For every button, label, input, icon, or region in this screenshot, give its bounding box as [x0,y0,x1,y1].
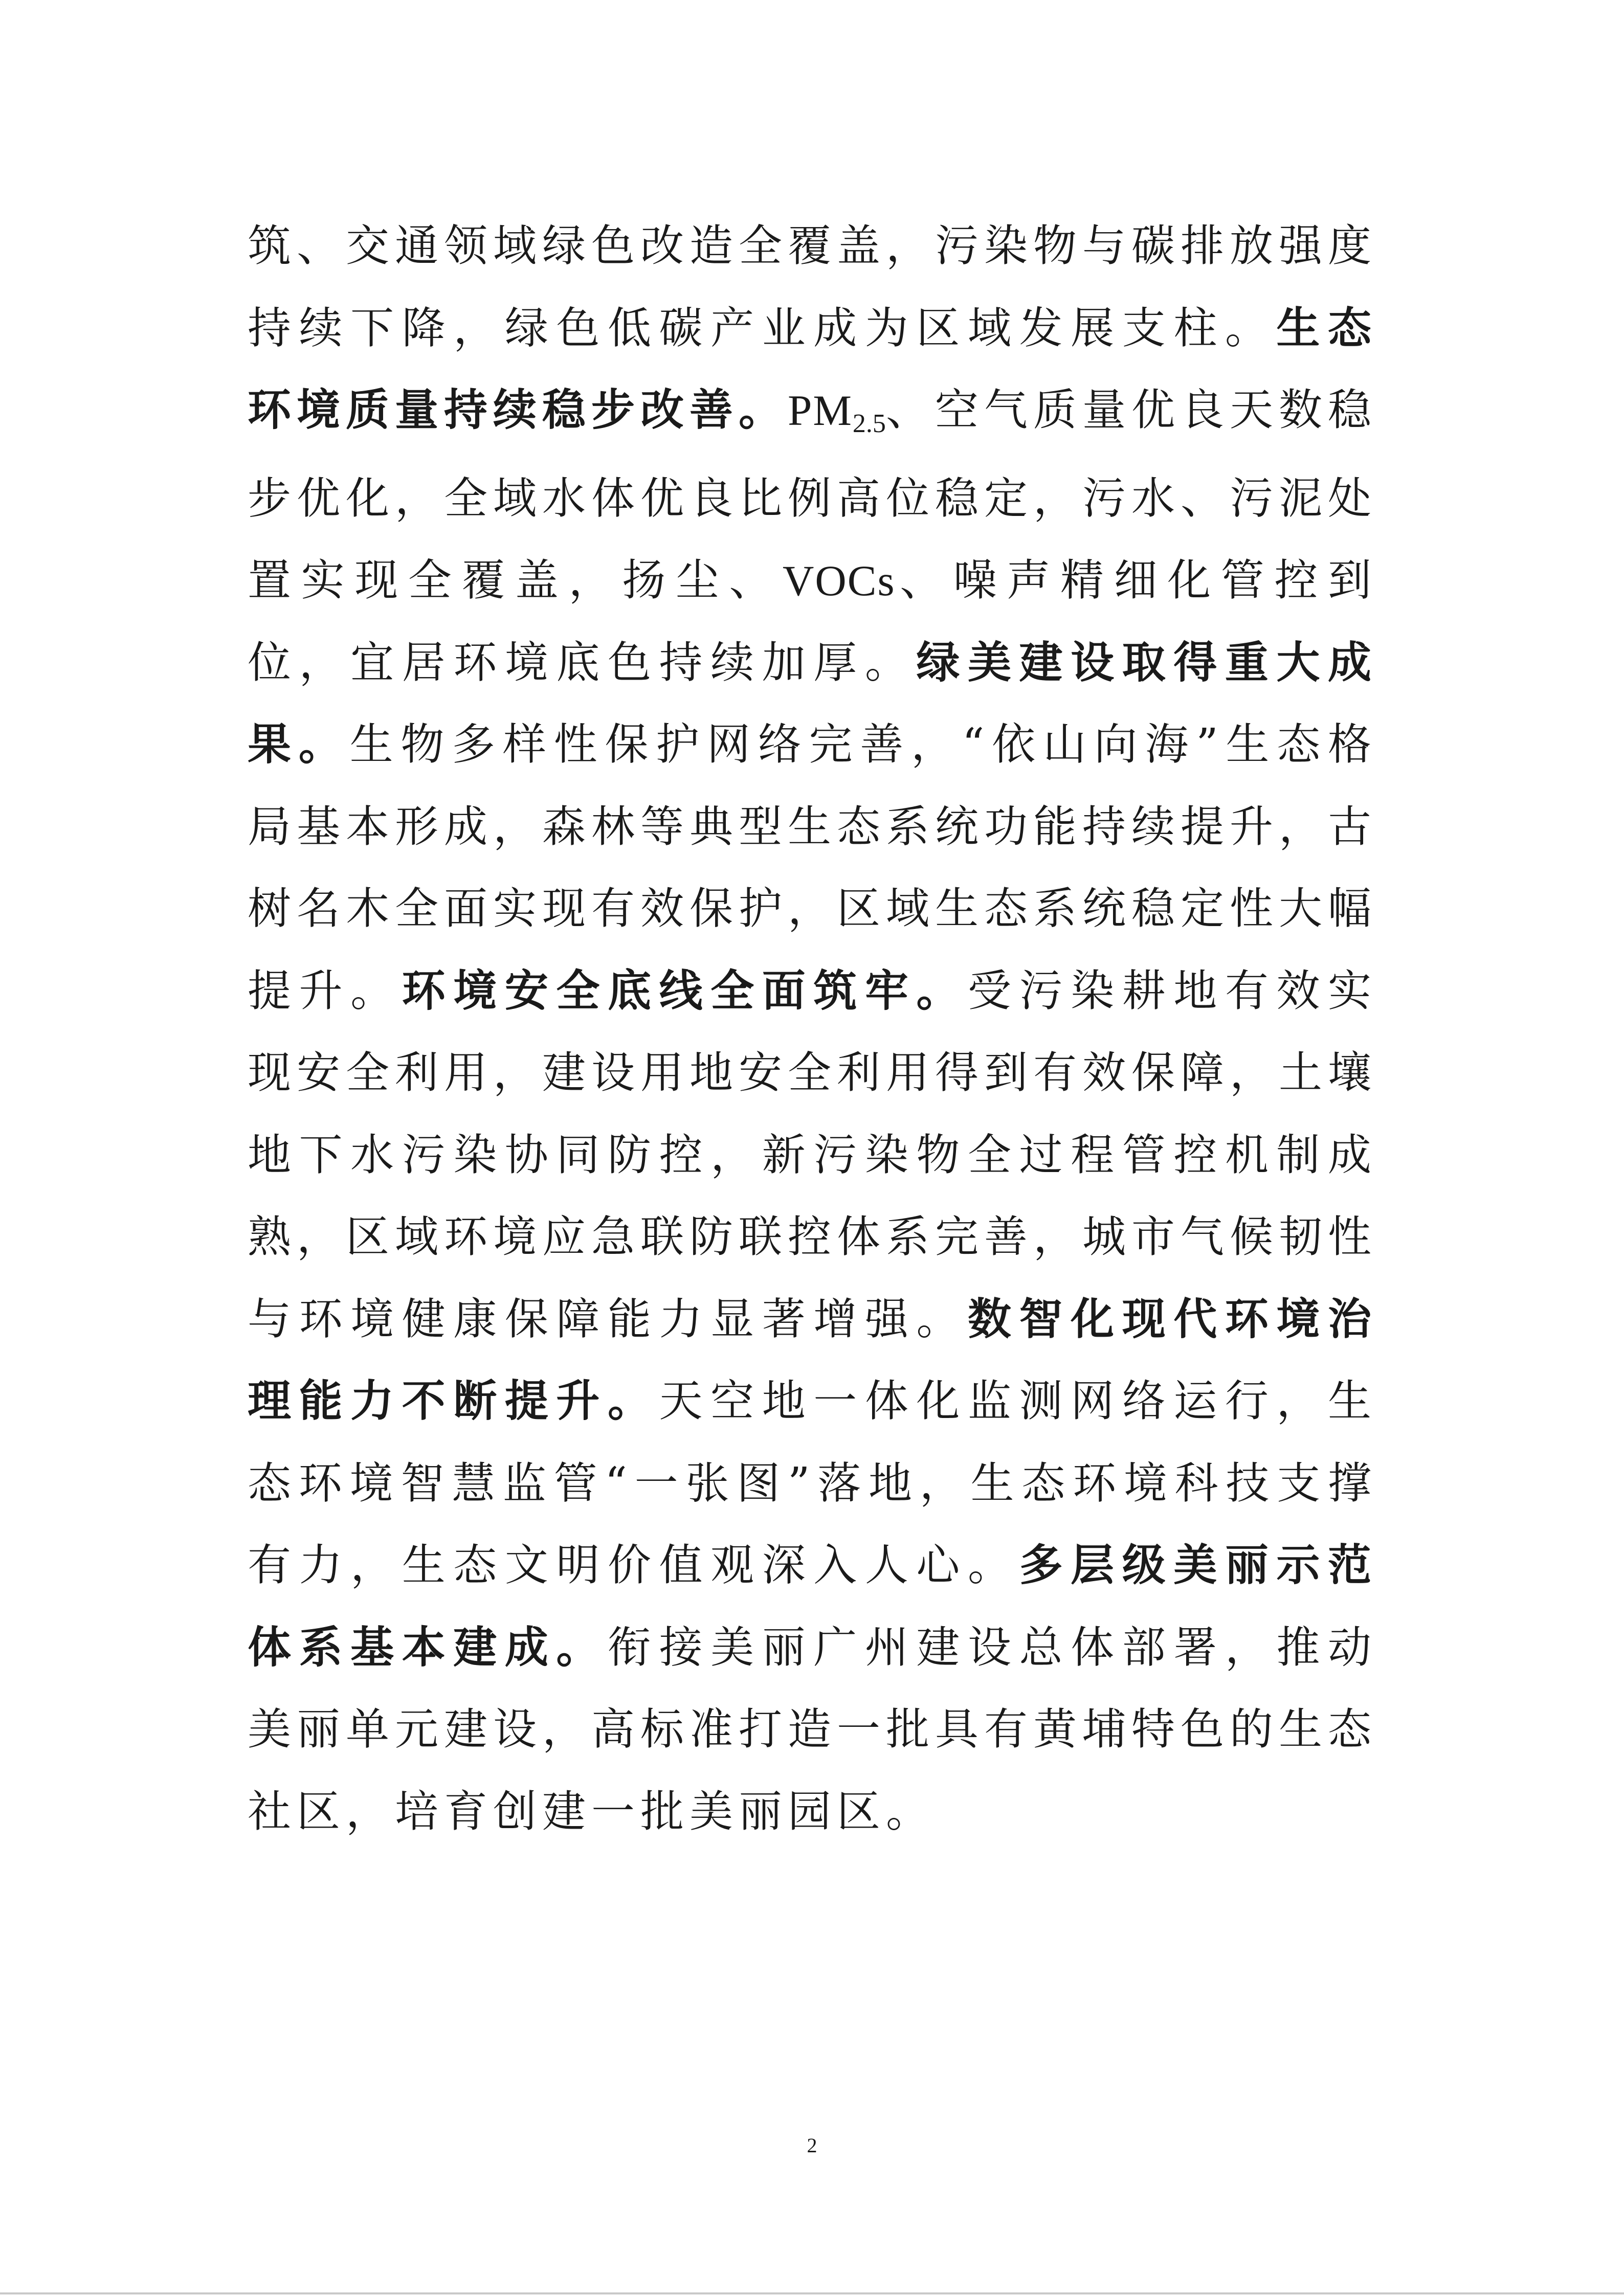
sentence-beautiful-units: 衔接美丽广州建设总体部署，推动美丽单元建设，高标准打造一批具有黄埔特色的生态社区，培育创建一批美丽园区。 [248,1622,1377,1837]
pm-label: PM [788,387,853,435]
sentence-biodiversity: 生物多样性保护网络完善，“依山向海”生态格局基本形成，森林等典型生态系统功能持续提升，古树名木全面实现有效保护，区域生态系统稳定性大幅提升。 [248,719,1377,1017]
sentence-green-transformation: 筑、交通领域绿色改造全覆盖，污染物与碳排放强度持续下降，绿色低碳产业成为区域发展支柱。 [248,221,1377,354]
page-bottom-edge [0,2292,1624,2294]
heading-demonstration-system: 多层级美丽示范体系基本建成。 [248,1540,1377,1673]
page-number: 2 [807,2134,817,2157]
sentence-air-water-b: 、噪声精细化管控到位，宜居环境底色持续加厚。 [248,555,1377,688]
sentence-monitoring: 天空地一体化监测网络运行，生态环境智慧监管“一张图”落地，生态环境科技支撑有力，生态文明价值观深入人心。 [248,1376,1377,1591]
vocs-label: VOCs [783,557,896,605]
heading-digital-governance: 数智化现代环境治理能力不断提升。 [248,1294,1377,1427]
heading-env-safety: 环境安全底线全面筑牢。 [402,965,968,1017]
heading-green-beauty: 绿美建设取得重大成果。 [248,637,1377,770]
sentence-air-water-a: 、空气质量优良天数稳步优化，全域水体优良比例高位稳定，污水、污泥处置实现全覆盖，扬尘、 [248,385,1377,606]
pm-subscript: 2.5 [852,409,886,438]
sentence-soil-safety: 受污染耕地有效实现安全利用，建设用地安全利用得到有效保障，土壤地下水污染协同防控，新污染物全过程管控机制成熟，区域环境应急联防联控体系完善，城市气候韧性与环境健康保障能力显著增强。 [248,965,1377,1345]
heading-eco-quality: 生态环境质量持续稳步改善。 [248,303,1377,436]
body-paragraph [248,206,1377,1853]
